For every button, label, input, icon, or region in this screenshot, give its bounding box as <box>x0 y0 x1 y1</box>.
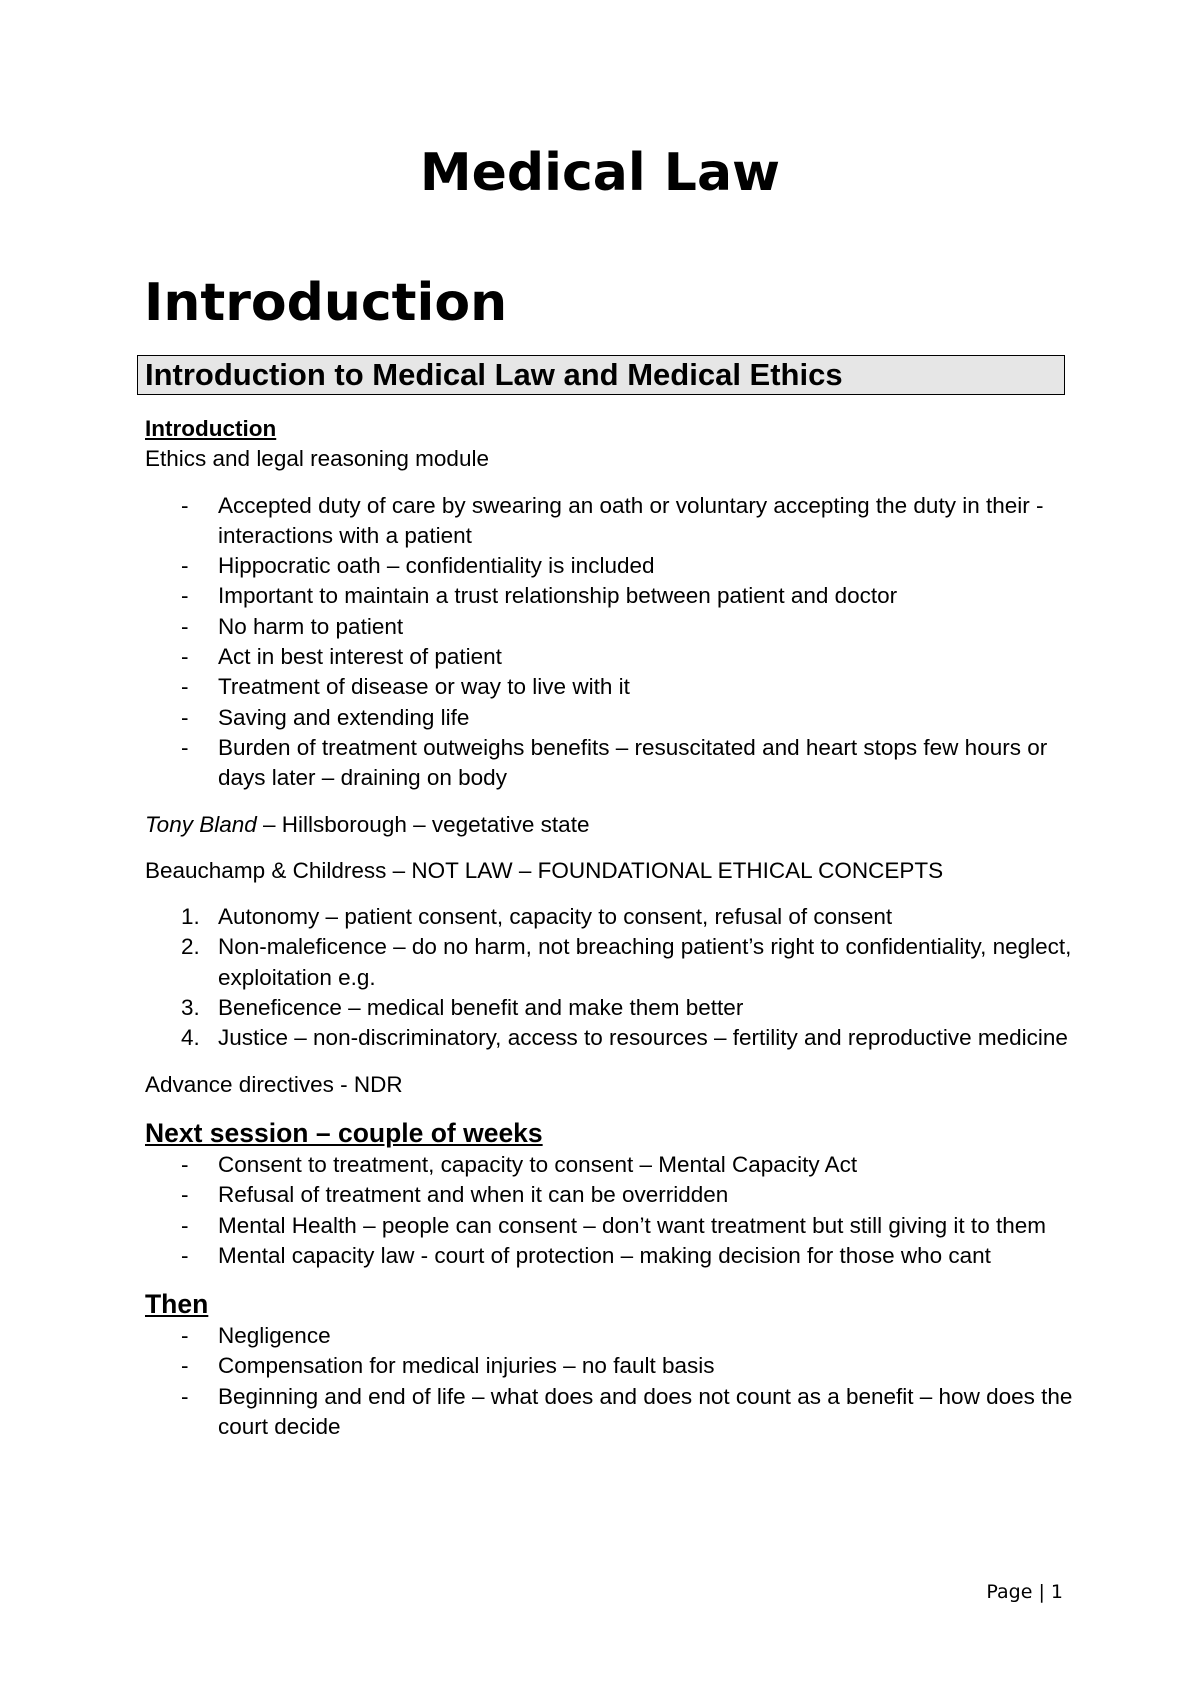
list-item-text: Mental capacity law - court of protection – making decision for those who cant <box>218 1242 991 1268</box>
list-item-text: Saving and extending life <box>218 704 470 730</box>
list-item-text: Beginning and end of life – what does and does not count as a benefit – how does the court decide <box>218 1383 1073 1440</box>
advance-directives-line: Advance directives - NDR <box>145 1071 403 1097</box>
list-item <box>145 551 1075 581</box>
list-item <box>145 1382 1075 1443</box>
list-item <box>145 642 1075 672</box>
dash-marker: - <box>181 644 189 670</box>
number-marker: 4. <box>181 1025 200 1051</box>
boxed-heading: Introduction to Medical Law and Medical Ethics <box>137 355 1065 395</box>
dash-marker: - <box>181 1151 189 1177</box>
list-item <box>145 1351 1075 1381</box>
list-item-text: Refusal of treatment and when it can be overridden <box>218 1182 729 1208</box>
dash-marker: - <box>181 613 189 639</box>
list-item <box>145 672 1075 702</box>
list-item-text: Mental Health – people can consent – don’t want treatment but still giving it to them <box>218 1212 1046 1238</box>
number-marker: 1. <box>181 904 200 930</box>
then-list <box>145 1321 1075 1442</box>
list-item-text: Accepted duty of care by swearing an oath or voluntary accepting the duty in their - interactions with a patient <box>218 492 1044 548</box>
list-item <box>145 1211 1075 1241</box>
list-item-text: Burden of treatment outweighs benefits – resuscitated and heart stops few hours or days later – draining on body <box>218 734 1048 791</box>
list-item-text: Autonomy – patient consent, capacity to consent, refusal of consent <box>218 904 893 930</box>
beauchamp-line: Beauchamp & Childress – NOT LAW – FOUNDATIONAL ETHICAL CONCEPTS <box>145 857 944 883</box>
list-item <box>145 733 1075 794</box>
dash-marker: - <box>181 704 189 730</box>
principles-list <box>145 902 1075 1053</box>
list-item <box>145 491 1075 552</box>
dash-marker: - <box>181 1182 189 1208</box>
list-item-text: No harm to patient <box>218 613 404 639</box>
list-item <box>145 581 1075 611</box>
list-item <box>145 1241 1075 1271</box>
page-number-footer: Page | 1 <box>986 1581 1063 1603</box>
dash-marker: - <box>181 1323 189 1349</box>
list-item <box>145 1150 1075 1180</box>
document-title: Medical Law <box>419 143 781 203</box>
list-item-text: Hippocratic oath – confidentiality is included <box>218 553 655 579</box>
list-item-text: Justice – non-discriminatory, access to resources – fertility and reproductive medicine <box>218 1025 1068 1051</box>
dash-marker: - <box>181 492 189 518</box>
case-description: – Hillsborough – vegetative state <box>256 811 590 837</box>
dash-marker: - <box>181 553 189 579</box>
module-line: Ethics and legal reasoning module <box>145 446 489 472</box>
list-item <box>145 1180 1075 1210</box>
list-item-text: Non-maleficence – do no harm, not breaching patient’s right to confidentiality, neglect, exploitation e.g. <box>218 934 1072 990</box>
list-item <box>145 703 1075 733</box>
list-item-text: Negligence <box>218 1323 331 1349</box>
list-item-text: Important to maintain a trust relationship between patient and doctor <box>218 583 898 609</box>
list-item <box>145 932 1075 993</box>
list-item-text: Compensation for medical injuries – no fault basis <box>218 1353 715 1379</box>
section-heading: Introduction <box>144 273 508 333</box>
dash-marker: - <box>181 734 189 760</box>
case-name: Tony Bland <box>145 811 257 837</box>
case-line <box>145 810 1075 840</box>
list-item <box>145 993 1075 1023</box>
list-item-text: Treatment of disease or way to live with it <box>218 674 630 700</box>
list-item <box>145 1321 1075 1351</box>
list-item-text: Act in best interest of patient <box>218 644 502 670</box>
number-marker: 3. <box>181 995 200 1021</box>
document-body <box>145 414 1075 1458</box>
list-item-text: Beneficence – medical benefit and make them better <box>218 995 744 1021</box>
dash-marker: - <box>181 1383 189 1409</box>
list-item-text: Consent to treatment, capacity to consent – Mental Capacity Act <box>218 1151 858 1177</box>
intro-points-list <box>145 491 1075 794</box>
next-session-heading: Next session – couple of weeks <box>145 1117 543 1148</box>
list-item <box>145 612 1075 642</box>
list-item <box>145 1023 1075 1053</box>
next-session-list <box>145 1150 1075 1271</box>
intro-subheading: Introduction <box>145 416 277 441</box>
dash-marker: - <box>181 1242 189 1268</box>
list-item <box>145 902 1075 932</box>
dash-marker: - <box>181 674 189 700</box>
dash-marker: - <box>181 1353 189 1379</box>
number-marker: 2. <box>181 934 200 960</box>
dash-marker: - <box>181 1212 189 1238</box>
then-heading: Then <box>145 1289 209 1320</box>
dash-marker: - <box>181 583 189 609</box>
